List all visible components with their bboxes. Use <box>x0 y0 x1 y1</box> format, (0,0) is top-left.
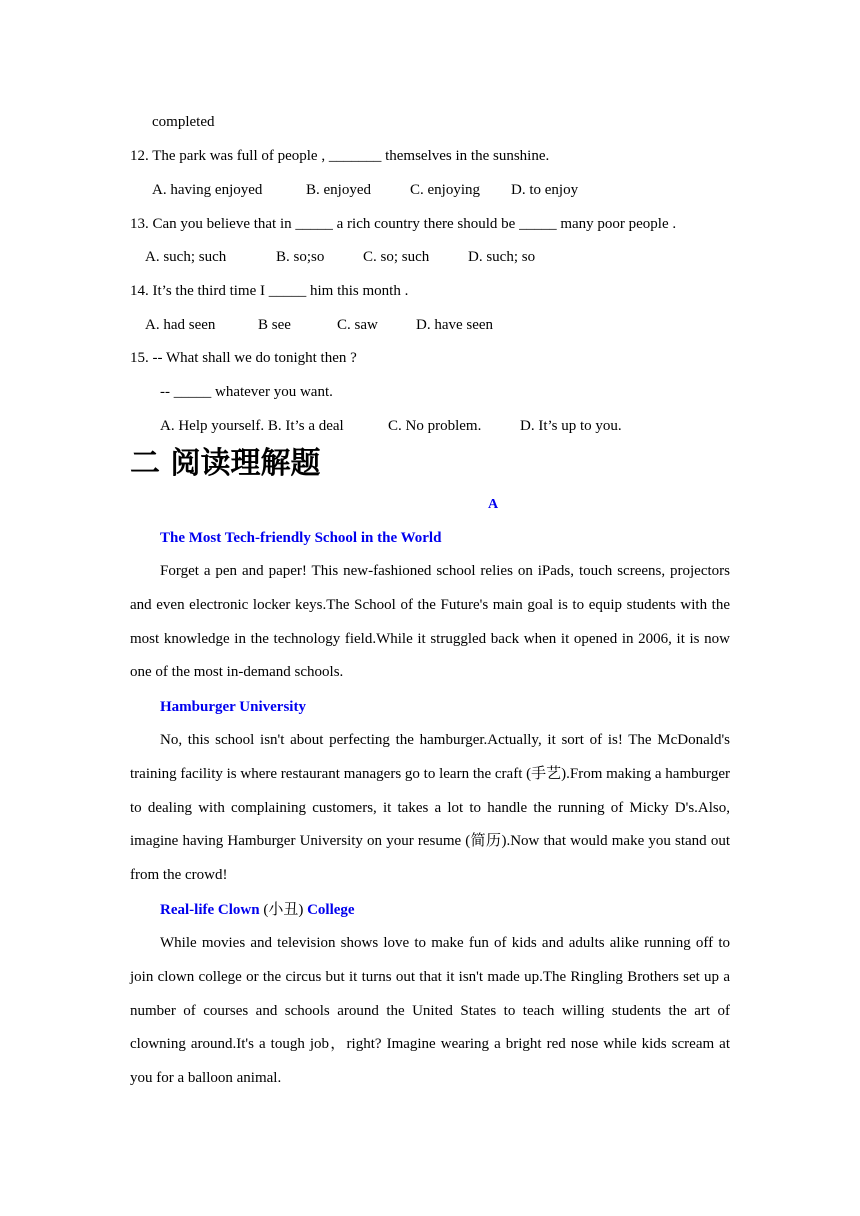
passage-item-2-body: No, this school isn't about perfecting the hamburger.Actually, it sort of is! The McDonald's training facility is where restaurant managers go to learn the craft (手艺).From making a hamburger to dealing with complaining customers, it takes a lot to handle the running of Micky D's.Also, imagine having Hamburger University on your resume (简历).Now that would make you stand out from the crowd! <box>130 732 730 884</box>
section-heading: 二 阅读理解题 <box>130 446 321 481</box>
question-13-option-b: B. so;so <box>276 249 325 265</box>
passage-letter: A <box>488 497 499 512</box>
question-15-option-d: D. It’s up to you. <box>520 418 622 434</box>
question-15-reply: -- _____ whatever you want. <box>160 384 333 400</box>
passage-item-3-title <box>160 900 355 920</box>
question-14-option-c: C. saw <box>337 317 378 333</box>
question-14-option-a: A. had seen <box>145 317 216 333</box>
question-15-option-ab: A. Help yourself. B. It’s a deal <box>160 418 344 434</box>
question-15-stem: 15. -- What shall we do tonight then ? <box>130 350 357 366</box>
question-14-option-d: D. have seen <box>416 317 494 333</box>
question-14-option-b: B see <box>258 317 291 333</box>
passage-item-2-title: Hamburger University <box>160 699 306 715</box>
question-12-stem: 12. The park was full of people , _______ themselves in the sunshine. <box>130 148 550 164</box>
question-14-stem: 14. It’s the third time I _____ him this month . <box>130 283 409 299</box>
passage-item-3-title-end: College <box>307 902 355 918</box>
question-15-option-c: C. No problem. <box>388 418 482 434</box>
passage-item-3-body: While movies and television shows love to make fun of kids and adults alike running off to join clown college or the circus but it turns out that it isn't made up.The Ringling Brothers set up a number of courses and schools around the United States to teach willing students the art of clowning around.It's a tough job，right? Imagine wearing a bright red nose while kids scream at you for a balloon animal. <box>130 935 730 1087</box>
question-13-option-d: D. such; so <box>468 249 536 265</box>
question-12-option-a: A. having enjoyed <box>152 182 263 198</box>
question-13-stem: 13. Can you believe that in _____ a rich country there should be _____ many poor people . <box>130 216 677 232</box>
passage-item-1-body: Forget a pen and paper! This new-fashioned school relies on iPads, touch screens, projectors and even electronic locker keys.The School of the Future's main goal is to equip students with the most knowledge in the technology field.While it struggled back when it opened in 2006, it is now one of the most in-demand schools. <box>130 563 730 681</box>
question-12-option-d: D. to enjoy <box>511 182 579 198</box>
question-12-option-b: B. enjoyed <box>306 182 371 198</box>
passage-item-1-title: The Most Tech-friendly School in the World <box>160 530 442 546</box>
question-13-option-c: C. so; such <box>363 249 430 265</box>
passage-item-3-title-main: Real-life Clown <box>160 902 260 918</box>
question-12-option-c: C. enjoying <box>410 182 480 198</box>
question-13-option-a: A. such; such <box>145 249 227 265</box>
top-fragment: completed <box>152 114 215 130</box>
passage-item-3-title-gloss: (小丑) <box>259 902 308 918</box>
